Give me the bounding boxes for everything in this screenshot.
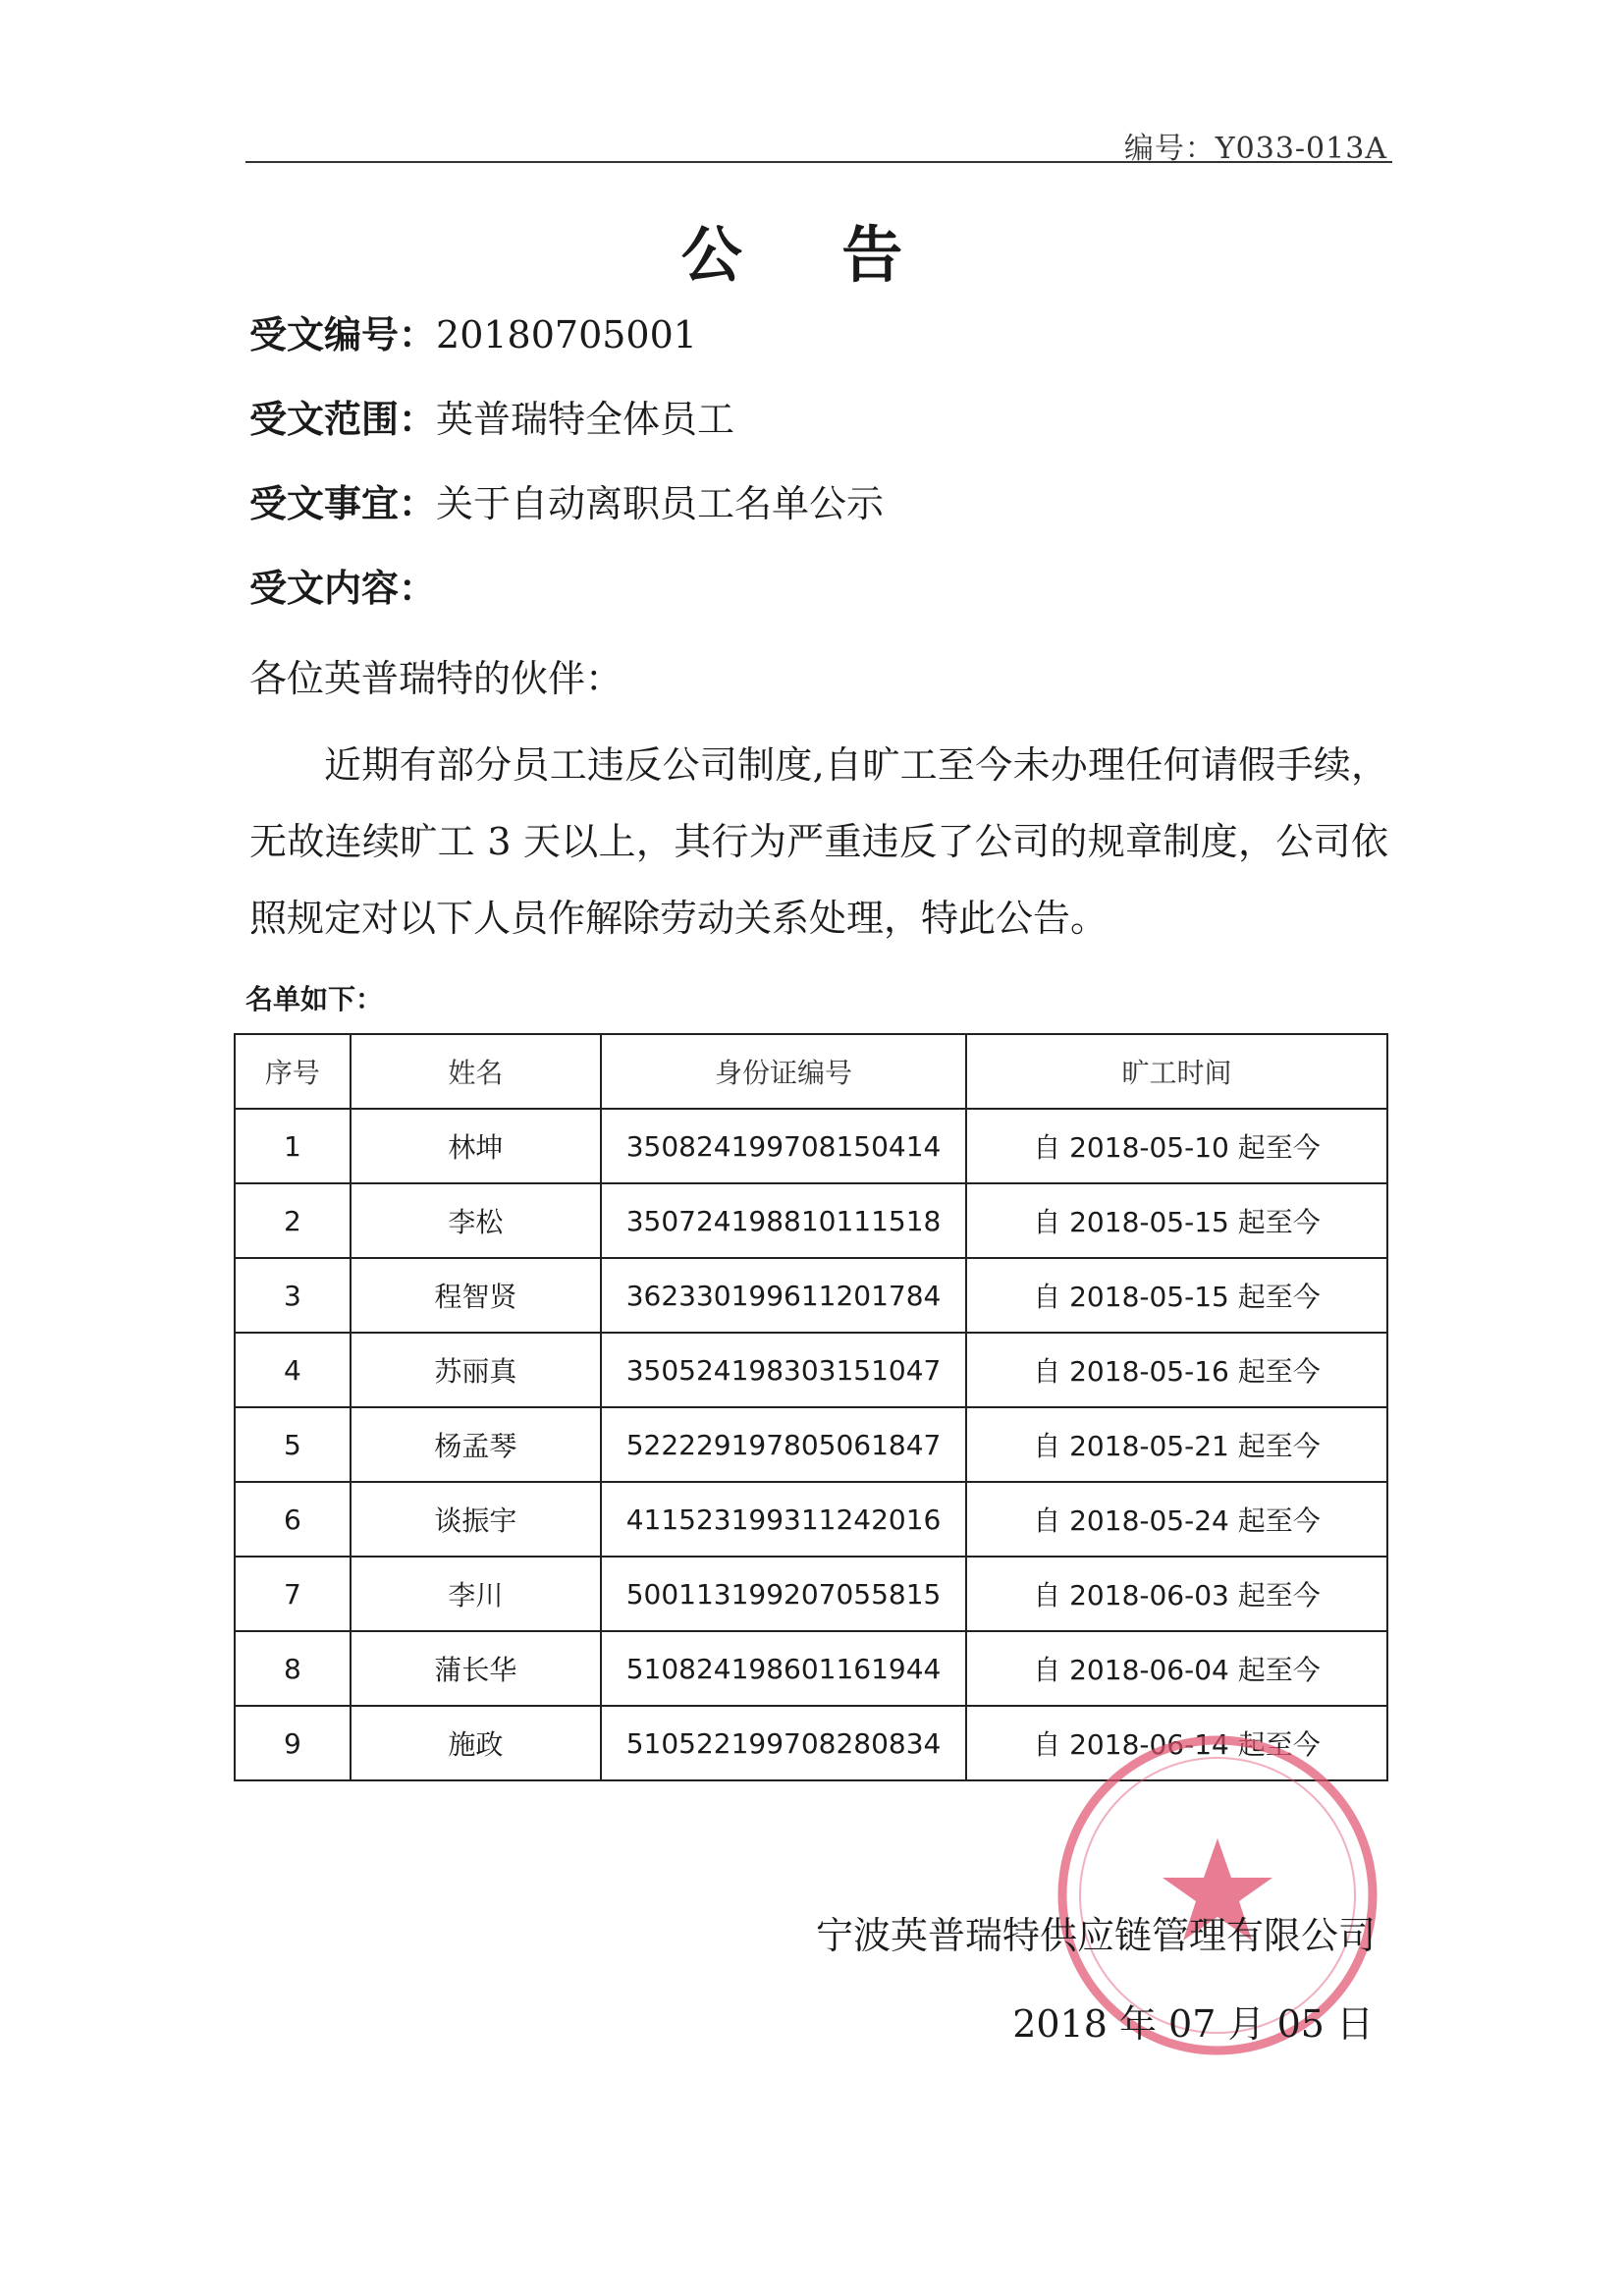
cell-name: 施政 (351, 1706, 601, 1780)
cell-id-number: 350524198303151047 (601, 1333, 966, 1407)
cell-name: 苏丽真 (351, 1333, 601, 1407)
cell-name: 李松 (351, 1183, 601, 1258)
table-row (235, 1631, 1387, 1706)
header-name: 姓名 (351, 1034, 601, 1109)
field-doc-code (249, 304, 697, 358)
cell-name: 谈振宇 (351, 1482, 601, 1557)
cell-id-number: 411523199311242016 (601, 1482, 966, 1557)
table-row (235, 1407, 1387, 1482)
body-paragraph: 近期有部分员工违反公司制度,自旷工至今未办理任何请假手续，无故连续旷工 3 天以上，其行为严重违反了公司的规章制度，公司依照规定对以下人员作解除劳动关系处理，特此公告。 (249, 743, 1388, 940)
table-row (235, 1333, 1387, 1407)
cell-absence-time: 自 2018-05-16 起至今 (966, 1333, 1387, 1407)
field-label: 受文事宜： (249, 482, 437, 525)
cell-absence-time: 自 2018-05-21 起至今 (966, 1407, 1387, 1482)
company-name: 宁波英普瑞特供应链管理有限公司 (815, 1914, 1376, 1957)
table-row (235, 1258, 1387, 1333)
table-header-row (235, 1034, 1387, 1109)
cell-index: 1 (235, 1109, 351, 1183)
cell-id-number: 350824199708150414 (601, 1109, 966, 1183)
field-value: 关于自动离职员工名单公示 (436, 482, 885, 525)
cell-index: 8 (235, 1631, 351, 1706)
cell-absence-time: 自 2018-05-15 起至今 (966, 1258, 1387, 1333)
cell-name: 杨孟琴 (351, 1407, 601, 1482)
header-absence-time: 旷工时间 (966, 1034, 1387, 1109)
table-row (235, 1482, 1387, 1557)
cell-name: 蒲长华 (351, 1631, 601, 1706)
cell-absence-time: 自 2018-06-03 起至今 (966, 1557, 1387, 1631)
field-value: 英普瑞特全体员工 (436, 398, 735, 441)
cell-name: 林坤 (351, 1109, 601, 1183)
cell-absence-time: 自 2018-05-10 起至今 (966, 1109, 1387, 1183)
table-row (235, 1109, 1387, 1183)
cell-id-number: 500113199207055815 (601, 1557, 966, 1631)
cell-absence-time: 自 2018-05-15 起至今 (966, 1183, 1387, 1258)
table-row (235, 1557, 1387, 1631)
document-number: 编号：Y033-013A (1123, 132, 1387, 166)
table-row (235, 1183, 1387, 1258)
cell-index: 4 (235, 1333, 351, 1407)
cell-id-number: 510522199708280834 (601, 1706, 966, 1780)
cell-absence-time: 自 2018-05-24 起至今 (966, 1482, 1387, 1557)
cell-index: 5 (235, 1407, 351, 1482)
issue-date: 2018 年 07 月 05 日 (1012, 2002, 1374, 2046)
field-content (249, 558, 436, 612)
cell-absence-time: 自 2018-06-14 起至今 (966, 1706, 1387, 1780)
cell-id-number: 522229197805061847 (601, 1407, 966, 1482)
field-label: 受文内容： (249, 567, 437, 610)
list-label: 名单如下： (245, 983, 384, 1015)
cell-id-number: 510824198601161944 (601, 1631, 966, 1706)
employee-table (234, 1033, 1388, 1781)
cell-index: 2 (235, 1183, 351, 1258)
cell-id-number: 362330199611201784 (601, 1258, 966, 1333)
header-rule (245, 161, 1392, 163)
header-index: 序号 (235, 1034, 351, 1109)
field-label: 受文编号： (249, 313, 437, 356)
field-label: 受文范围： (249, 398, 437, 441)
cell-name: 李川 (351, 1557, 601, 1631)
field-subject (249, 473, 884, 527)
cell-index: 3 (235, 1258, 351, 1333)
cell-name: 程智贤 (351, 1258, 601, 1333)
cell-index: 7 (235, 1557, 351, 1631)
header-id-number: 身份证编号 (601, 1034, 966, 1109)
cell-absence-time: 自 2018-06-04 起至今 (966, 1631, 1387, 1706)
salutation: 各位英普瑞特的伙伴： (249, 657, 623, 700)
field-value: 20180705001 (436, 313, 697, 356)
cell-id-number: 350724198810111518 (601, 1183, 966, 1258)
page-title: 公 告 (680, 219, 943, 291)
cell-index: 9 (235, 1706, 351, 1780)
cell-index: 6 (235, 1482, 351, 1557)
field-scope (249, 389, 734, 443)
